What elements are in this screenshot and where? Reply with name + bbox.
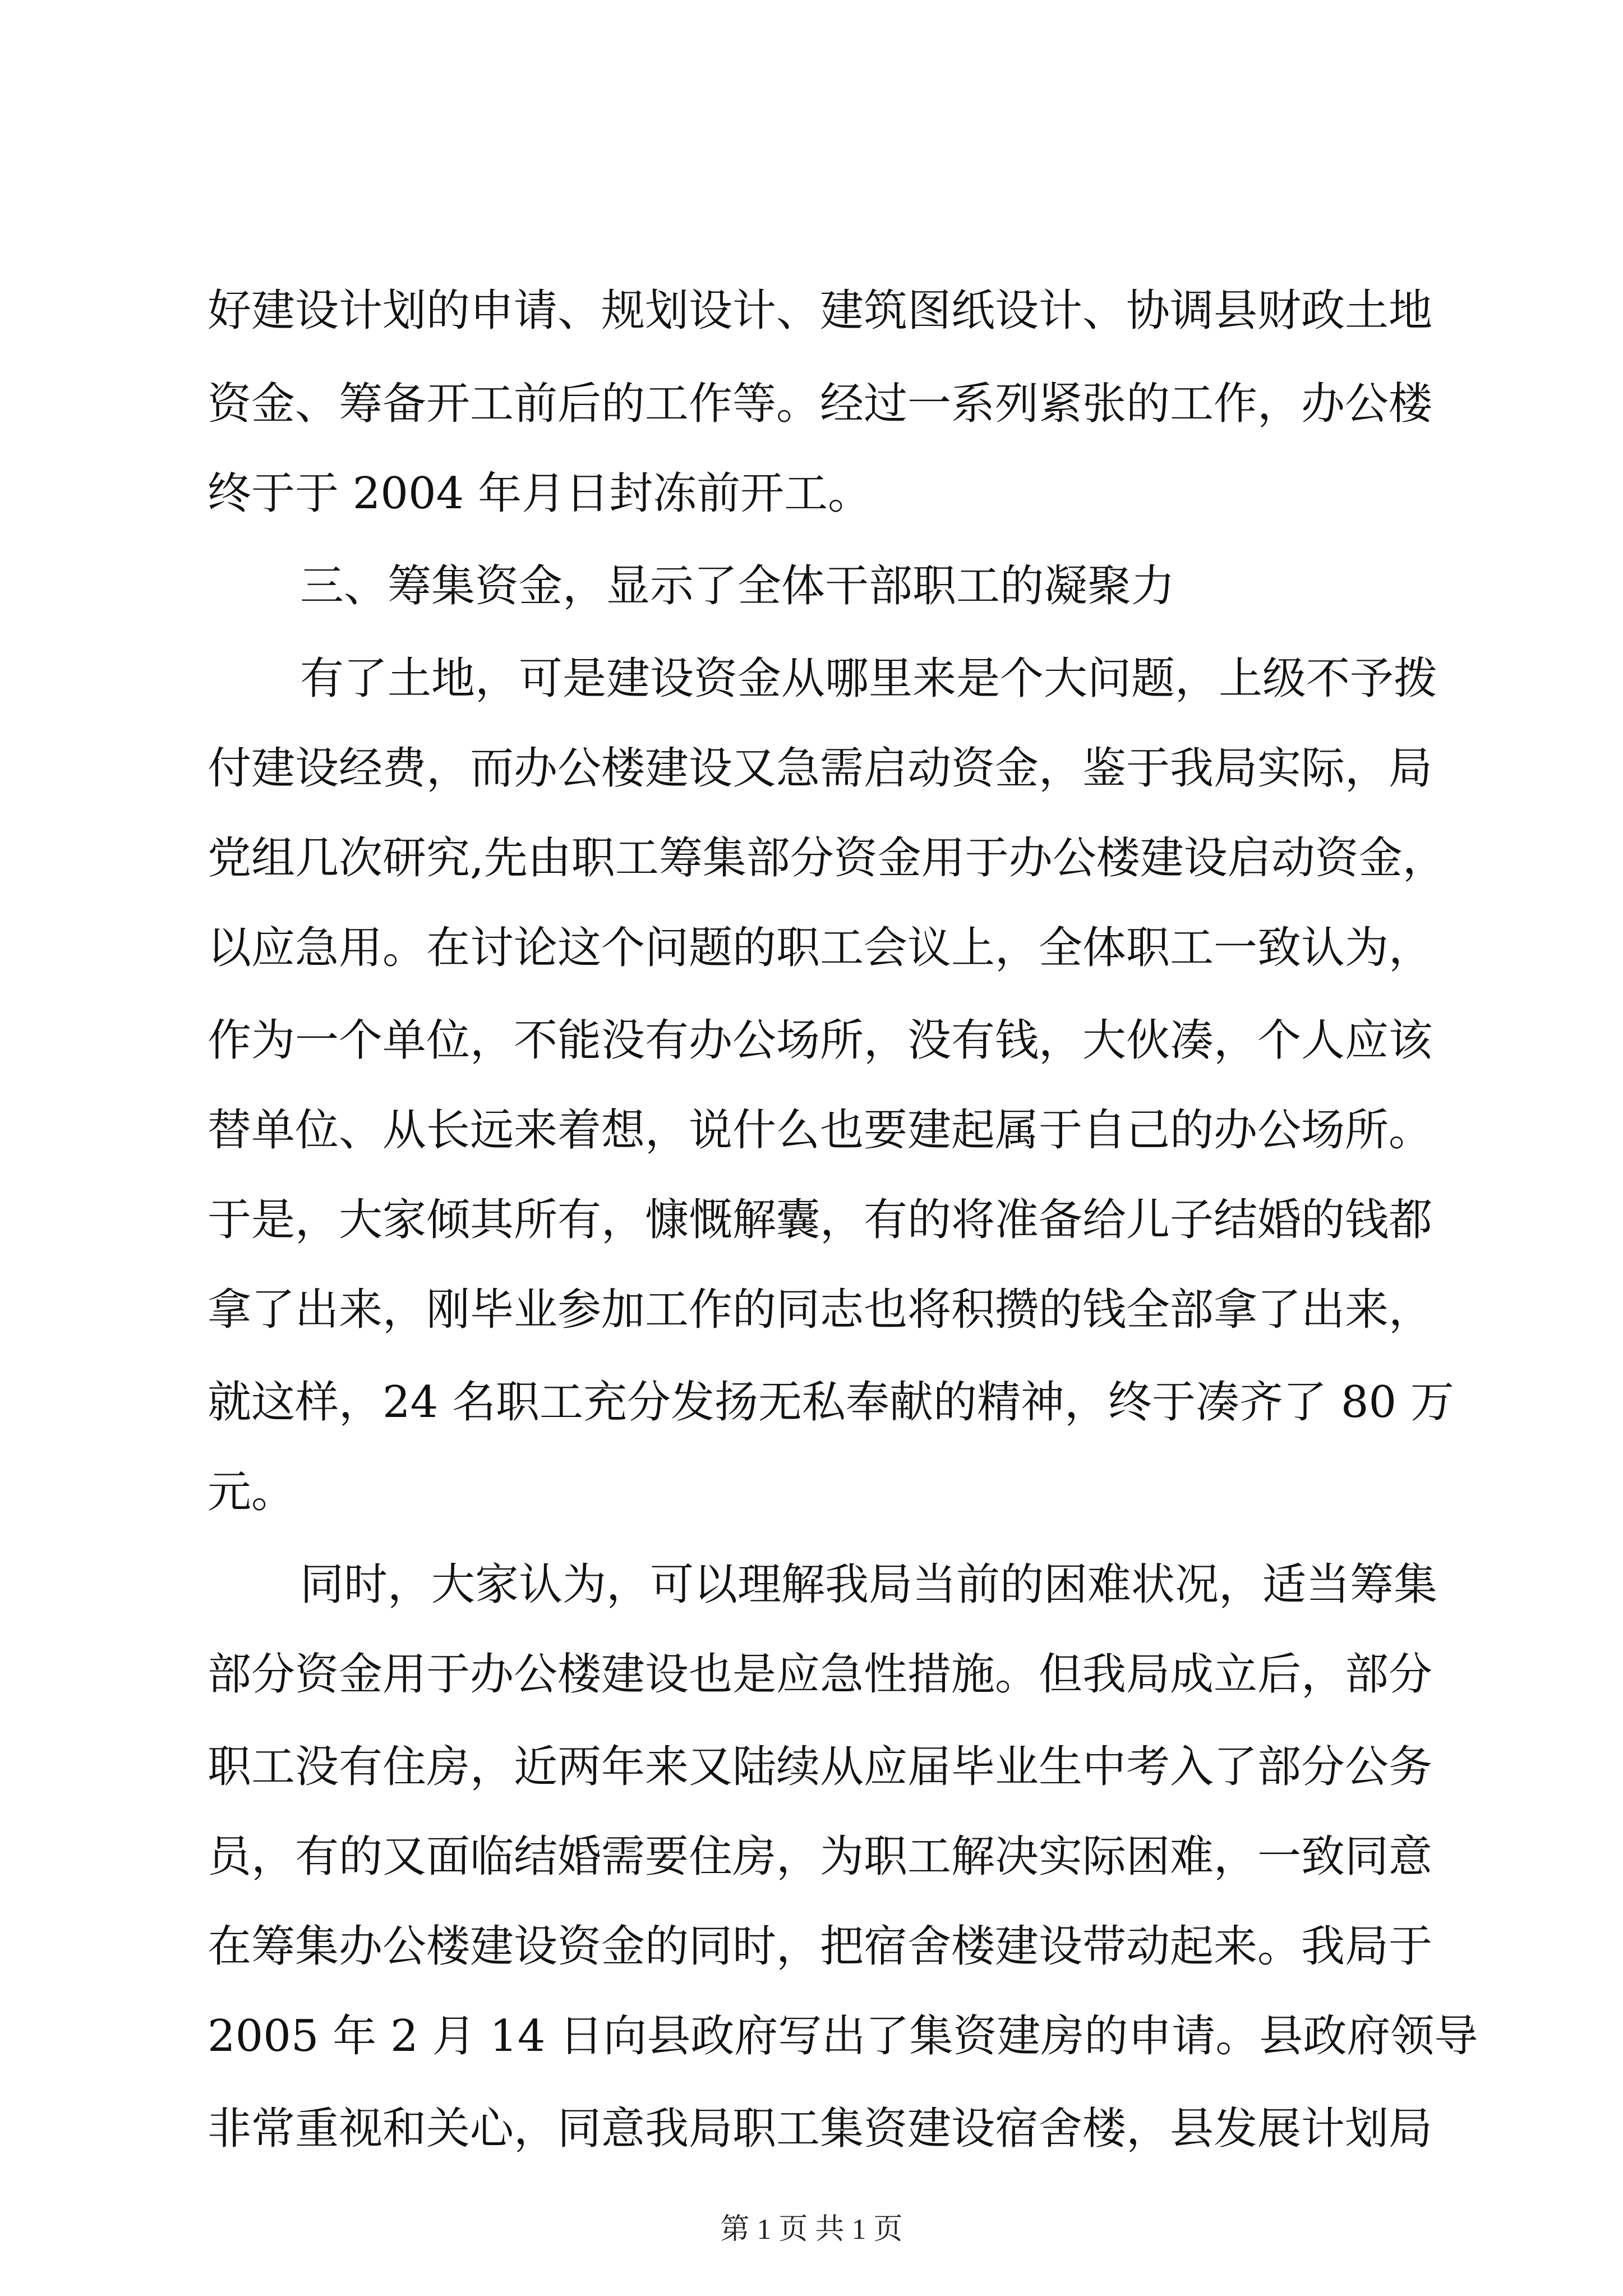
section-heading: 三、筹集资金，显示了全体干部职工的凝聚力 [300,561,1175,611]
paragraph-line: 好建设计划的申请、规划设计、建筑图纸设计、协调县财政土地 [208,286,1433,336]
paragraph-line: 部分资金用于办公楼建设也是应急性措施。但我局成立后，部分 [208,1649,1433,1700]
paragraph-line: 员，有的又面临结婚需要住房，为职工解决实际困难，一致同意 [208,1832,1433,1882]
paragraph-line: 非常重视和关心，同意我局职工集资建设宿舍楼，县发展计划局 [208,2104,1433,2154]
paragraph-line: 终于于 2004 年月日封冻前开工。 [208,468,872,519]
paragraph-line: 同时，大家认为，可以理解我局当前的困难状况，适当筹集 [300,1559,1438,1610]
paragraph-line: 在筹集办公楼建设资金的同时，把宿舍楼建设带动起来。我局于 [208,1921,1433,1972]
paragraph-line: 以应急用。在讨论这个问题的职工会议上，全体职工一致认为， [208,923,1433,973]
paragraph-line: 资金、筹备开工前后的工作等。经过一系列紧张的工作，办公楼 [208,379,1433,429]
paragraph-line: 有了土地，可是建设资金从哪里来是个大问题，上级不予拨 [300,654,1438,704]
paragraph-line: 2005 年 2 月 14 日向县政府写出了集资建房的申请。县政府领导 [208,2011,1478,2062]
paragraph-line: 党组几次研究,先由职工筹集部分资金用于办公楼建设启动资金， [208,833,1446,884]
paragraph-line: 就这样，24 名职工充分发扬无私奉献的精神，终于凑齐了 80 万 [208,1377,1454,1428]
paragraph-line: 于是，大家倾其所有，慷慨解囊，有的将准备给儿子结婚的钱都 [208,1195,1433,1245]
paragraph-line: 职工没有住房，近两年来又陆续从应届毕业生中考入了部分公务 [208,1742,1433,1792]
paragraph-line: 拿了出来，刚毕业参加工作的同志也将积攒的钱全部拿了出来， [208,1285,1433,1335]
paragraph-line: 付建设经费，而办公楼建设又急需启动资金，鉴于我局实际，局 [208,743,1433,794]
paragraph-line: 替单位、从长远来着想，说什么也要建起属于自己的办公场所。 [208,1105,1433,1156]
paragraph-line: 元。 [208,1467,296,1517]
paragraph-line: 作为一个单位，不能没有办公场所，没有钱，大伙凑，个人应该 [208,1015,1433,1066]
page-footer: 第 1 页 共 1 页 [720,2214,903,2246]
